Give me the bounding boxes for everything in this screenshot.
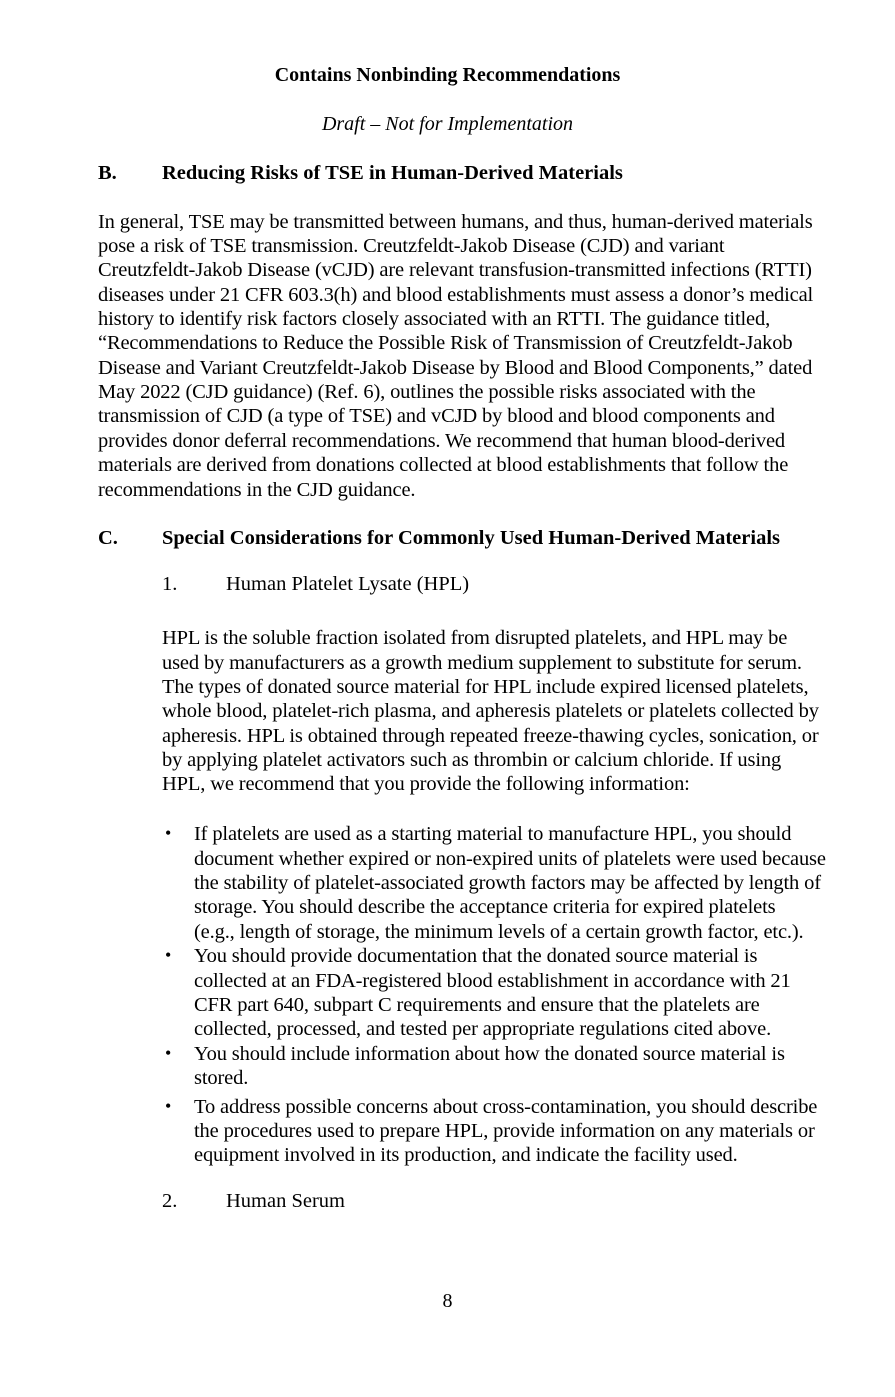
bullet-line: (e.g., length of storage, the minimum levels of a certain growth factor, etc.). [194, 921, 804, 943]
bullet-line: the stability of platelet-associated growth factors may be affected by length of [194, 872, 821, 894]
subsection-1-label: 1. [162, 573, 178, 595]
bullet-line: If platelets are used as a starting material to manufacture HPL, you should [194, 823, 792, 845]
paragraph-line: transmission of CJD (a type of TSE) and vCJD by blood and blood components and [98, 405, 775, 427]
section-b-title: Reducing Risks of TSE in Human-Derived Materials [162, 162, 623, 184]
bullet-line: collected, processed, and tested per appropriate regulations cited above. [194, 1018, 772, 1040]
paragraph-line: by applying platelet activators such as thrombin or calcium chloride. If using [162, 749, 782, 771]
paragraph-line: “Recommendations to Reduce the Possible Risk of Transmission of Creutzfeldt-Jakob [98, 332, 793, 354]
paragraph-line: provides donor deferral recommendations. We recommend that human blood-derived [98, 430, 786, 452]
bullet-line: equipment involved in its production, and indicate the facility used. [194, 1144, 738, 1166]
bullet-line: stored. [194, 1067, 249, 1089]
paragraph-line: materials are derived from donations collected at blood establishments that follow the [98, 454, 789, 476]
bullet-icon: • [165, 823, 172, 843]
bullet-line: document whether expired or non-expired units of platelets were used because [194, 848, 826, 870]
paragraph-line: diseases under 21 CFR 603.3(h) and blood establishments must assess a donor’s medical [98, 284, 814, 306]
bullet-line: You should provide documentation that the donated source material is [194, 945, 758, 967]
paragraph-line: used by manufacturers as a growth medium supplement to substitute for serum. [162, 652, 802, 674]
subsection-2-label: 2. [162, 1190, 178, 1212]
paragraph-line: recommendations in the CJD guidance. [98, 479, 416, 501]
subsection-2-title: Human Serum [226, 1190, 345, 1212]
bullet-line: the procedures used to prepare HPL, provide information on any materials or [194, 1120, 815, 1142]
nonbinding-notice: Contains Nonbinding Recommendations [274, 64, 621, 86]
subsection-1-title: Human Platelet Lysate (HPL) [226, 573, 470, 595]
section-c-title: Special Considerations for Commonly Used Human-Derived Materials [162, 527, 781, 549]
bullet-line: collected at an FDA-registered blood establishment in accordance with 21 [194, 970, 791, 992]
paragraph-line: whole blood, platelet-rich plasma, and apheresis platelets or platelets collected by [162, 700, 819, 722]
paragraph-line: HPL, we recommend that you provide the following information: [162, 773, 690, 795]
paragraph-line: Disease and Variant Creutzfeldt-Jakob Disease by Blood and Blood Components,” dated [98, 357, 813, 379]
page-number: 8 [442, 1290, 453, 1312]
paragraph-line: apheresis. HPL is obtained through repeated freeze-thawing cycles, sonication, or [162, 725, 819, 747]
bullet-line: CFR part 640, subpart C requirements and ensure that the platelets are [194, 994, 760, 1016]
bullet-line: You should include information about how the donated source material is [194, 1043, 785, 1065]
paragraph-line: Creutzfeldt-Jakob Disease (vCJD) are relevant transfusion-transmitted infections (RTTI) [98, 259, 812, 281]
section-b-label: B. [98, 162, 117, 184]
bullet-icon: • [165, 1096, 172, 1116]
paragraph-line: history to identify risk factors closely associated with an RTTI. The guidance titled, [98, 308, 771, 330]
paragraph-line: In general, TSE may be transmitted between humans, and thus, human-derived materials [98, 211, 813, 233]
bullet-line: storage. You should describe the acceptance criteria for expired platelets [194, 896, 776, 918]
bullet-line: To address possible concerns about cross-contamination, you should describe [194, 1096, 818, 1118]
paragraph-line: May 2022 (CJD guidance) (Ref. 6), outlines the possible risks associated with the [98, 381, 756, 403]
paragraph-line: HPL is the soluble fraction isolated from disrupted platelets, and HPL may be [162, 627, 788, 649]
paragraph-line: The types of donated source material for HPL include expired licensed platelets, [162, 676, 809, 698]
section-c-label: C. [98, 527, 118, 549]
bullet-icon: • [165, 945, 172, 965]
paragraph-line: pose a risk of TSE transmission. Creutzfeldt-Jakob Disease (CJD) and variant [98, 235, 725, 257]
draft-notice: Draft – Not for Implementation [321, 113, 574, 135]
bullet-icon: • [165, 1043, 172, 1063]
